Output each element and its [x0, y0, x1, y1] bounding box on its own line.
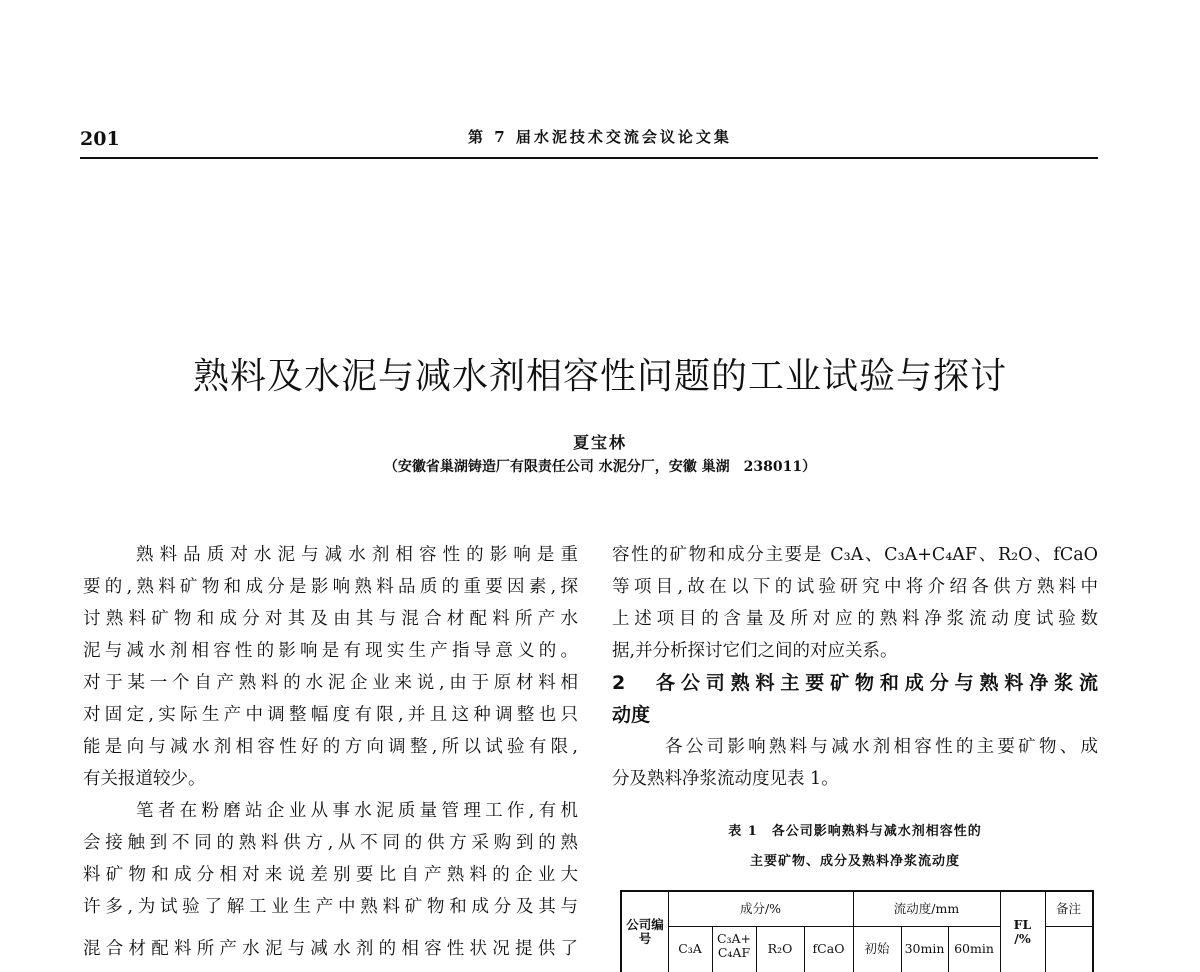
col-company: 公司编号	[626, 917, 664, 946]
author: 夏宝林	[572, 433, 627, 452]
text-line: 分及熟料净浆流动度见表 1。	[612, 769, 839, 789]
header-rule	[80, 157, 1098, 159]
text-line: 会接触到不同的熟料供方,从不同的供方采购到的熟	[83, 833, 578, 853]
text-line: 笔者在粉磨站企业从事水泥质量管理工作,有机	[136, 801, 578, 821]
running-title: 第 7 届水泥技术交流会议论文集	[468, 128, 732, 146]
affiliation: （安徽省巢湖铸造厂有限责任公司 水泥分厂，安徽 巢湖 238011）	[383, 459, 817, 475]
col-fl: FL /%	[1013, 917, 1032, 946]
text-line: 据,并分析探讨它们之间的对应关系。	[612, 641, 898, 661]
sub-30min: 30min	[904, 941, 945, 956]
table-caption-cont: 主要矿物、成分及熟料净浆流动度	[749, 854, 960, 869]
text-line: 要的,熟料矿物和成分是影响熟料品质的重要因素,探	[83, 577, 578, 597]
group-composition: 成分/%	[739, 901, 782, 916]
text-line: 对固定,实际生产中调整幅度有限,并且这种调整也只	[83, 705, 578, 725]
text-line: 熟料品质对水泥与减水剂相容性的影响是重	[136, 545, 578, 565]
group-fluidity: 流动度/mm	[893, 901, 960, 916]
section-heading: 2 各公司熟料主要矿物和成分与熟料净浆流	[612, 672, 1098, 694]
text-line: 能是向与减水剂相容性好的方向调整,所以试验有限,	[83, 737, 578, 757]
sub-60min: 60min	[954, 941, 994, 956]
section-heading-cont: 动度	[612, 704, 651, 726]
sub-initial: 初始	[864, 941, 890, 956]
paper-title: 熟料及水泥与减水剂相容性问题的工业试验与探讨	[192, 356, 1007, 397]
sub-r2o: R₂O	[767, 941, 793, 956]
text-line: 等项目,故在以下的试验研究中将介绍各供方熟料中	[612, 577, 1098, 597]
table-1	[620, 890, 1094, 972]
text-line: 容性的矿物和成分主要是 C₃A、C₃A+C₄AF、R₂O、fCaO	[612, 545, 1098, 565]
text-line: 料矿物和成分相对来说差别要比自产熟料的企业大	[83, 865, 578, 885]
text-line: 混合材配料所产水泥与减水剂的相容性状况提供了	[83, 939, 578, 959]
text-line: 对于某一个自产熟料的水泥企业来说,由于原材料相	[83, 673, 578, 693]
text-line: 各公司影响熟料与减水剂相容性的主要矿物、成	[665, 737, 1098, 757]
text-line: 许多,为试验了解工业生产中熟料矿物和成分及其与	[83, 897, 578, 917]
text-line: 上述项目的含量及所对应的熟料净浆流动度试验数	[612, 609, 1098, 629]
table-caption: 表 1 各公司影响熟料与减水剂相容性的	[728, 824, 982, 839]
col-remark: 备注	[1055, 901, 1081, 916]
text-line: 有关报道较少。	[83, 769, 206, 789]
sub-c3a: C₃A	[678, 941, 702, 956]
text-line: 泥与减水剂相容性的影响是有现实生产指导意义的。	[83, 641, 578, 661]
text-line: 讨熟料矿物和成分对其及由其与混合材配料所产水	[83, 609, 578, 629]
sub-fcao: fCaO	[812, 941, 845, 956]
page-number: 201	[80, 128, 120, 150]
sub-c3a-c4af: C₃A+ C₄AF	[716, 931, 752, 960]
